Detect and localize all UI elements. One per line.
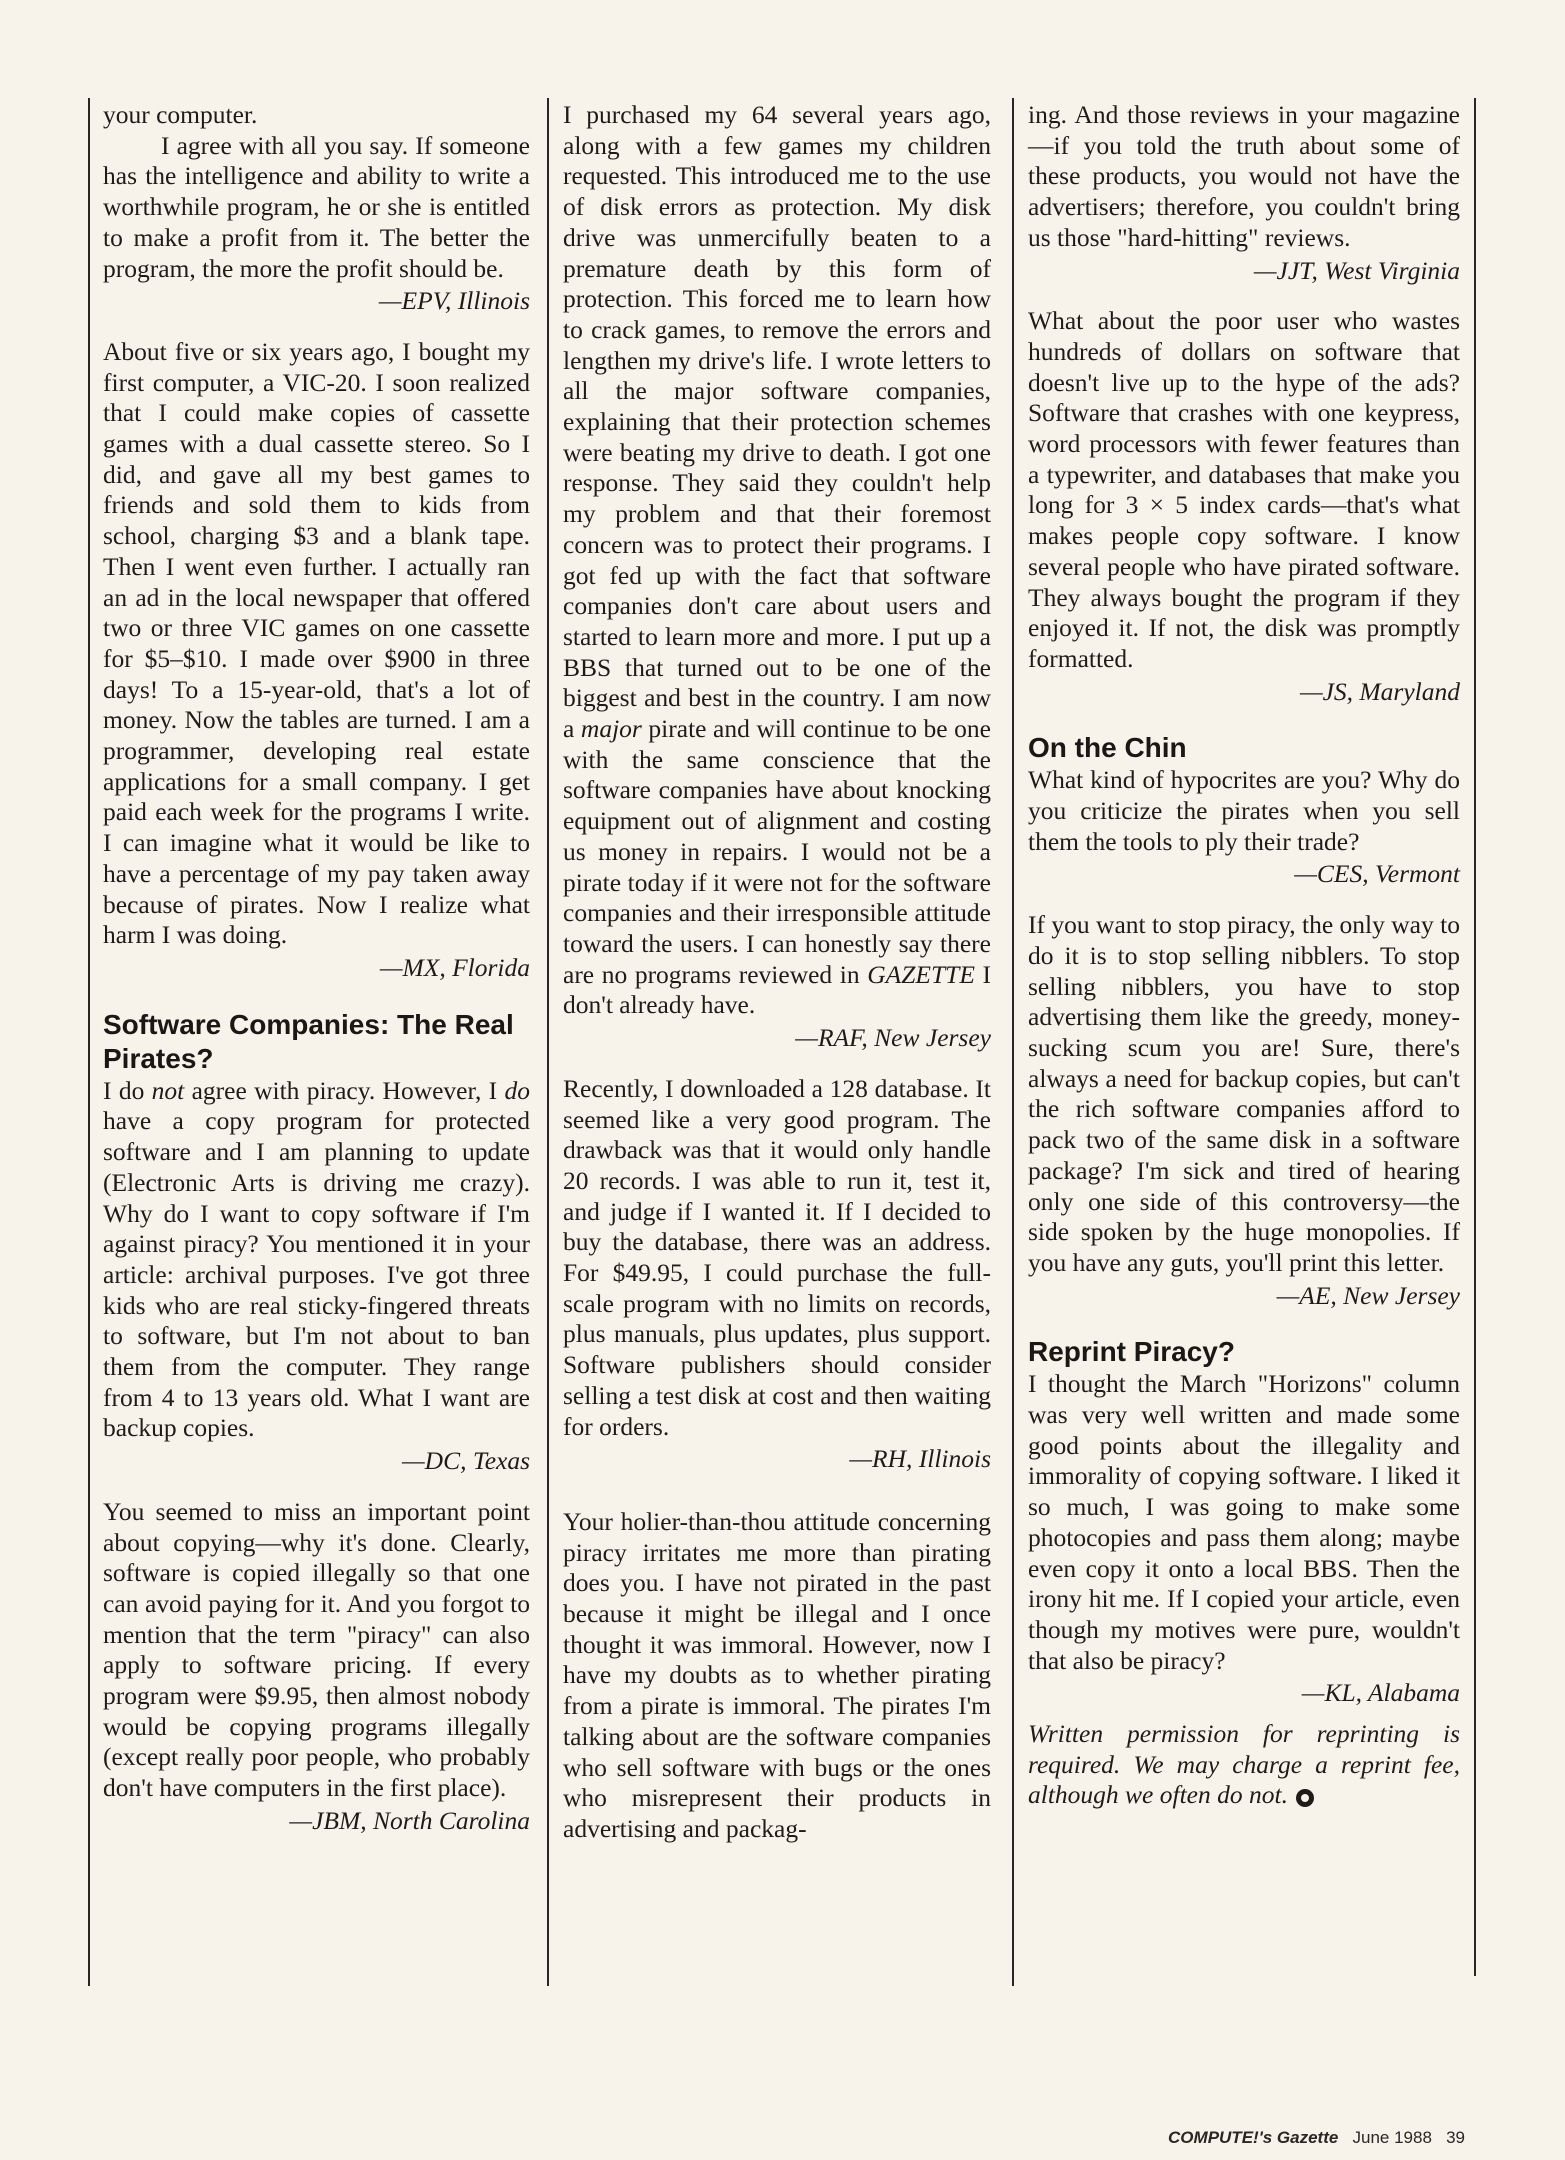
letter-text: What kind of hypocrites are you? Why do you criticize the pirates when you sell them the tools to ply their trade? xyxy=(1028,765,1460,856)
letter-signature: —DC, Texas xyxy=(402,1446,530,1476)
letter-signature: —EPV, Illinois xyxy=(378,286,530,316)
letter-text: your computer. xyxy=(103,100,258,129)
reprint-policy-note: Written permission for reprinting is required. We may charge a reprint fee, although we often do not. xyxy=(1028,1719,1460,1810)
letter xyxy=(1028,910,1460,1311)
issue-date: June 1988 xyxy=(1352,2128,1432,2147)
letter-signature: —RH, Illinois xyxy=(849,1444,991,1474)
letter-text: Your holier-than-thou attitude concerning piracy irritates me more than pirating does you. I have not pirated in the past because it might be illegal and I once thought it was immoral. However, now I have my doubts as to whether pirating from a pirate is immoral. The pirates I'm talking about are the software companies who sell software with bugs or the ones who misrepresent their products in advertising and packag- xyxy=(563,1506,991,1843)
column-1 xyxy=(103,100,530,1837)
letter-continued xyxy=(1028,100,1460,286)
letter-text: What about the poor user who wastes hundreds of dollars on software that doesn't live up to the hype of the ads? Software that crashes with one keypress, word processors with fewer features than a typewriter, and databases that make you long for 3 × 5 index cards—that's what makes people copy software. I know several people who have pirated software. They always bought the program if they enjoyed it. If not, the disk was promptly formatted. xyxy=(1028,306,1460,673)
column-2 xyxy=(563,100,991,1845)
column-rule-right xyxy=(1474,98,1476,1976)
letter xyxy=(1028,765,1460,890)
letter-text: About five or six years ago, I bought my first computer, a VIC-20. I soon realized that I could make copies of cassette games with a dual cassette stereo. So I did, and gave all my best games to friends and sold them to kids from school, charging $3 and a blank tape. Then I went even further. I actually ran an ad in the local newspaper that offered two or three VIC games on one cassette for $5–$10. I made over $900 in three days! To a 15-year-old, that's a lot of money. Now the tables are turned. I am a programmer, developing real estate applications for a small company. I get paid each week for the programs I write. I can imagine what it would be like to have a percentage of my pay taken away because of pirates. Now I realize what harm I was doing. xyxy=(103,336,530,950)
page-number: 39 xyxy=(1446,2128,1465,2147)
letter-text: I agree with all you say. If someone has the intelligence and ability to write a worthwhile program, he or she is entitled to make a profit from it. The better the program, the more the profit should be. xyxy=(103,130,530,283)
section-heading: Software Companies: The Real Pirates? xyxy=(103,1008,514,1074)
letter-signature: —JS, Maryland xyxy=(1299,676,1460,706)
letter xyxy=(103,1076,530,1477)
magazine-name: COMPUTE!'s Gazette xyxy=(1168,2128,1339,2147)
letter-text: I purchased my 64 several years ago, along with a few games my children requested. This introduced me to the use of disk errors as protection. My disk drive was unmercifully beaten to a premature death by this form of protection. This forced me to learn how to crack games, to remove the errors and lengthen my drive's life. I wrote letters to all the major software companies, explaining that their protection schemes were beating my drive to death. I got one response. They said they couldn't help my problem and that their foremost concern was to protect their programs. I got fed up with the fact that software companies don't care about users and started to learn more and more. I put up a BBS that turned out to be one of the biggest and best in the country. I am now a major pirate and will continue to be one with the same conscience that the software companies have about knocking equipment out of alignment and costing us money in repairs. I would not be a pirate today if it were not for the software companies and their irresponsible attitude toward the users. I can honestly say there are no programs reviewed in GAZETTE I don't already have. xyxy=(563,100,991,1020)
letter-signature: —JJT, West Virginia xyxy=(1253,255,1460,285)
letter-text: ing. And those reviews in your magazine—if you told the truth about some of these products, you would not have the advertisers; therefore, you couldn't bring us those "hard-hitting" reviews. xyxy=(1028,100,1460,252)
letter-continued xyxy=(103,100,530,317)
letter-text: Recently, I downloaded a 128 database. It seemed like a very good program. The drawback was that it would only handle 20 records. I was able to run it, test it, and judge if I wanted it. If I decided to buy the database, there was an address. For $49.95, I could purchase the full-scale program with no limits on records, plus manuals, plus updates, plus support. Software publishers should consider selling a test disk at cost and then waiting for orders. xyxy=(563,1073,991,1441)
column-rule-2-3 xyxy=(1012,98,1014,1986)
letter-signature: —KL, Alabama xyxy=(1301,1678,1460,1708)
letter-signature: —CES, Vermont xyxy=(1294,859,1460,889)
letter xyxy=(103,1497,530,1837)
column-rule-1-2 xyxy=(547,98,549,1986)
letter xyxy=(563,100,991,1054)
letter xyxy=(1028,306,1460,707)
letter-text: You seemed to miss an important point about copying—why it's done. Clearly, software is copied illegally so that one can avoid paying for it. And you forgot to mention that the term "piracy" can also apply to software pricing. If every program were $9.95, then almost nobody would be copying programs illegally (except really poor people, who probably don't have computers in the first place). xyxy=(103,1496,530,1803)
letter-signature: —JBM, North Carolina xyxy=(289,1805,530,1835)
section-heading: On the Chin xyxy=(1028,732,1187,764)
letter xyxy=(563,1507,991,1845)
section-heading: Reprint Piracy? xyxy=(1028,1336,1235,1368)
letter xyxy=(103,337,530,984)
letter-signature: —RAF, New Jersey xyxy=(795,1023,991,1053)
letter-text: I thought the March "Horizons" column was very well written and made some good points about the illegality and immorality of copying software. I liked it so much, I was going to make some photocopies and pass them along; maybe even copy it onto a local BBS. Then the irony hit me. If I copied your article, even though my motives were pure, wouldn't that also be piracy? xyxy=(1028,1369,1460,1675)
letter-signature: —MX, Florida xyxy=(379,952,530,982)
letter-text: If you want to stop piracy, the only way to do it is to stop selling nibblers. To stop selling nibblers, you have to stop advertising them like the greedy, money-sucking scum you are! Sure, there's always a need for backup copies, but can't the rich software companies afford to pack two of the same disk in a software package? I'm sick and tired of hearing only one side of this controversy—the side spoken by the huge monopolies. If you have any guts, you'll print this letter. xyxy=(1028,910,1460,1277)
gazette-logo-icon xyxy=(1296,1789,1314,1807)
page-footer xyxy=(1168,2128,1465,2148)
column-rule-left xyxy=(88,98,90,1986)
column-3 xyxy=(1028,100,1460,1811)
letter-signature: —AE, New Jersey xyxy=(1276,1280,1460,1310)
letter-text: I do not agree with piracy. However, I do have a copy program for protected software and I am planning to update (Electronic Arts is driving me crazy). Why do I want to copy software if I'm against piracy? You mentioned it in your article: archival purposes. I've got three kids who are real sticky-fingered threats to software, but I'm not about to ban them from the computer. They range from 4 to 13 years old. What I want are backup copies. xyxy=(103,1075,530,1443)
letter xyxy=(1028,1369,1460,1709)
letter xyxy=(563,1074,991,1475)
